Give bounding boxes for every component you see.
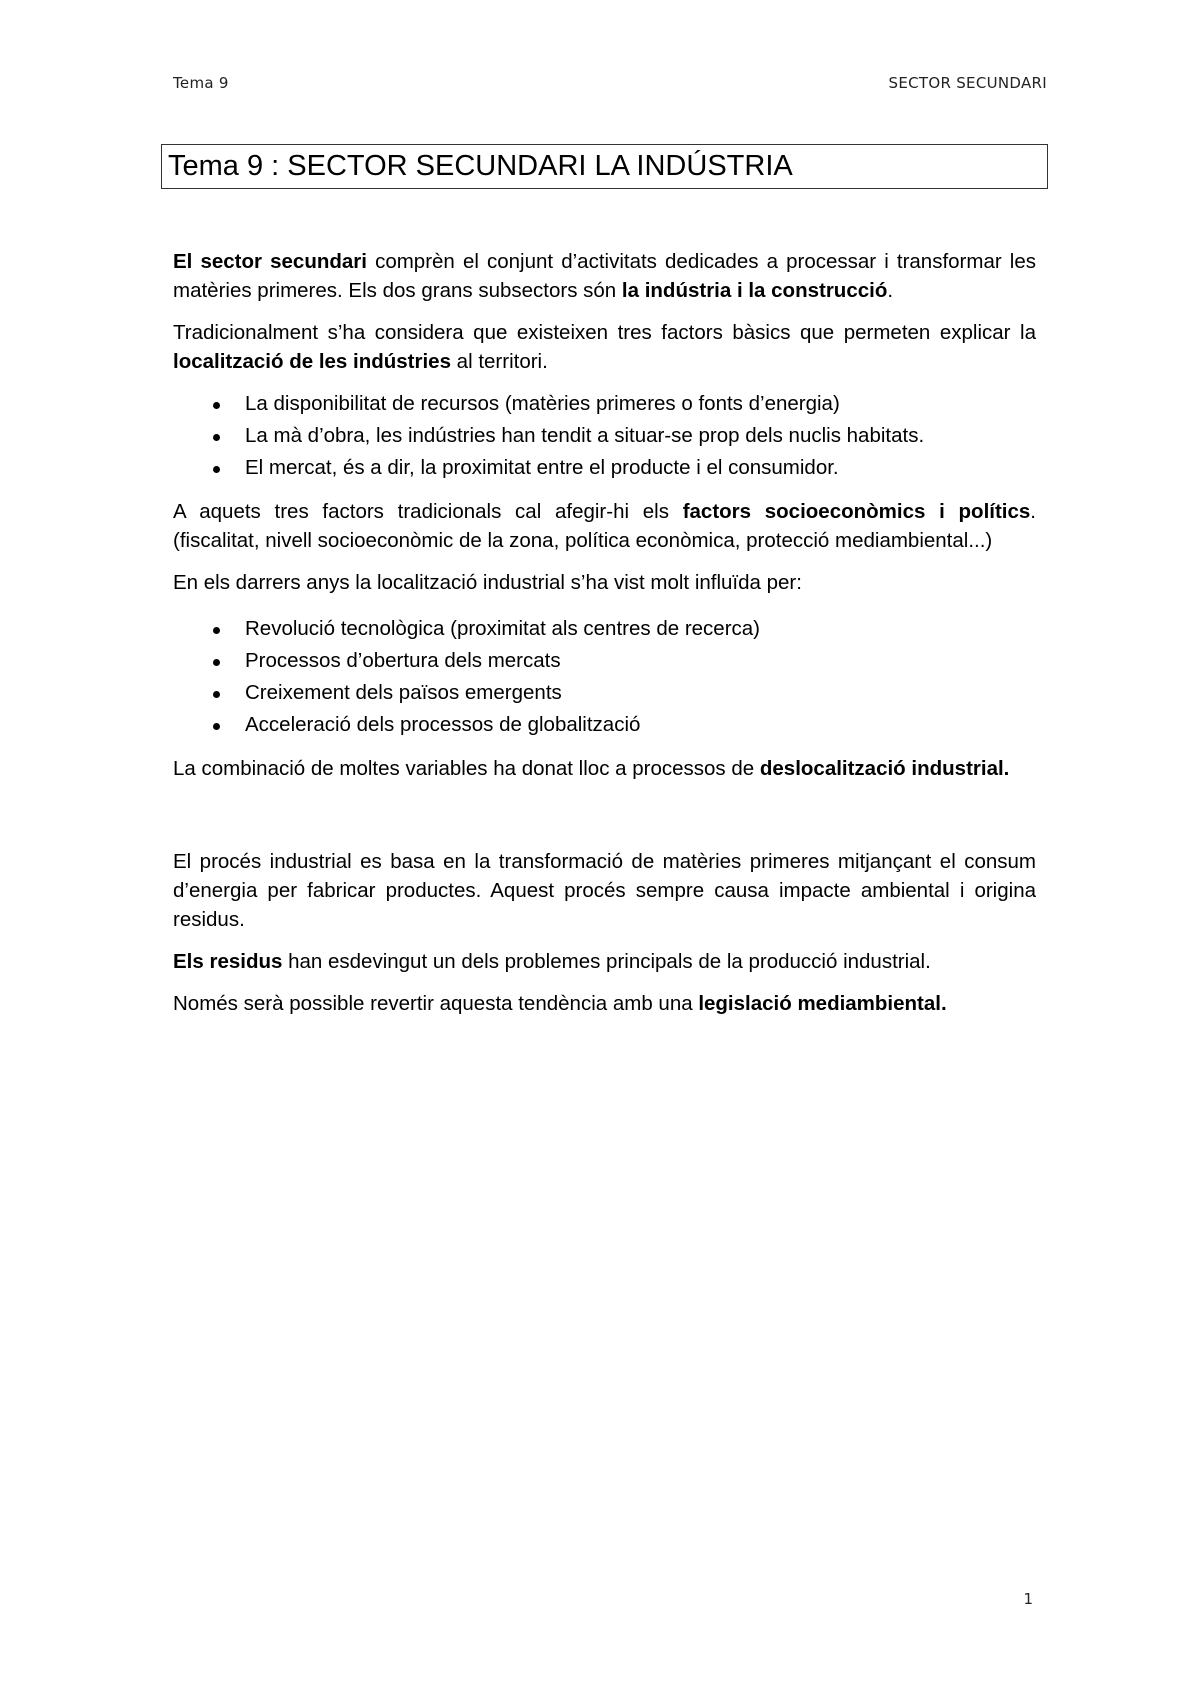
paragraph-deslocalitzacio: La combinació de moltes variables ha donat lloc a processos de deslocalització industrial. [173, 757, 1010, 780]
list-item: La mà d’obra, les indústries han tendit a situar-se prop dels nuclis habitats. [173, 420, 1036, 452]
list-item: Processos d’obertura dels mercats [173, 645, 1036, 677]
bold-term: factors socioeconòmics i polítics [682, 500, 1031, 523]
paragraph-factors: Tradicionalment s’ha considera que existeixen tres factors bàsics que permeten explicar la localització de les indústries al territori. [173, 321, 1036, 373]
bold-term: la indústria i la construcció [621, 279, 888, 302]
paragraph-residus: Els residus han esdevingut un dels problemes principals de la producció industrial. [173, 950, 931, 973]
paragraph-socioeconomic: A aquets tres factors tradicionals cal afegir-hi els factors socioeconòmics i polítics. (fiscalitat, nivell socioeconòmic de la zona, política econòmica, protecció mediambiental...) [173, 500, 1036, 552]
bold-term: localització de les indústries [173, 350, 451, 373]
header-left: Tema 9 [173, 74, 229, 92]
bold-term: legislació mediambiental. [698, 992, 947, 1015]
influences-list [173, 613, 1036, 741]
list-item: Acceleració dels processos de globalització [173, 709, 1036, 741]
paragraph-industrial-process: El procés industrial es basa en la transformació de matèries primeres mitjançant el consum d’energia per fabricar productes. Aquest procés sempre causa impacte ambiental i origina residus. [173, 850, 1036, 931]
list-item: Revolució tecnològica (proximitat als centres de recerca) [173, 613, 1036, 645]
header-right: SECTOR SECUNDARI [888, 74, 1047, 92]
paragraph-sector-secundari: El sector secundari comprèn el conjunt d’activitats dedicades a processar i transformar les matèries primeres. Els dos grans subsectors són la indústria i la construcció. [173, 250, 1036, 302]
list-item: La disponibilitat de recursos (matèries primeres o fonts d’energia) [173, 388, 1036, 420]
bold-term: deslocalització industrial. [759, 757, 1010, 780]
page-number: 1 [1023, 1590, 1033, 1608]
factors-list [173, 388, 1036, 484]
bold-term: El sector secundari [173, 250, 367, 273]
page-title: Tema 9 : SECTOR SECUNDARI LA INDÚSTRIA [161, 144, 1048, 189]
document-body [173, 247, 1036, 1018]
bold-term: Els residus [173, 950, 283, 973]
list-item: Creixement dels països emergents [173, 677, 1036, 709]
paragraph-recent-years: En els darrers anys la localització industrial s’ha vist molt influïda per: [173, 571, 802, 594]
list-item: El mercat, és a dir, la proximitat entre el producte i el consumidor. [173, 452, 1036, 484]
paragraph-legislacio: Només serà possible revertir aquesta tendència amb una legislació mediambiental. [173, 992, 947, 1015]
